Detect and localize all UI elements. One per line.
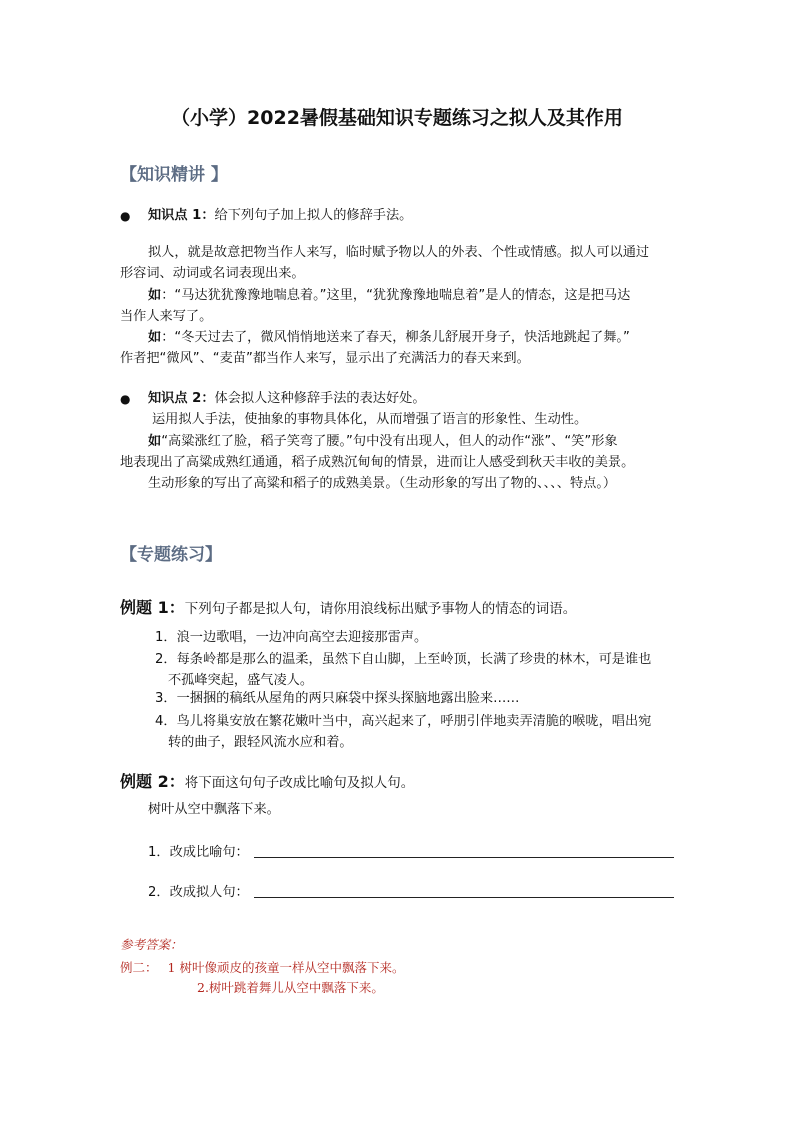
example-1-line1 bbox=[148, 286, 630, 306]
example-3-line1 bbox=[148, 432, 618, 452]
point1-text: 给下列句子加上拟人的修辞手法。 bbox=[214, 208, 413, 223]
point2-text: 体会拟人这种修辞手法的表达好处。 bbox=[214, 391, 426, 406]
knowledge-heading: 【知识精讲 】 bbox=[120, 165, 228, 185]
answers-heading: 参考答案： bbox=[120, 937, 183, 952]
q1-item-1: 1．浪一边歌唱，一边冲向高空去迎接那雷声。 bbox=[155, 630, 428, 645]
page-title: （小学）2022暑假基础知识专题练习之拟人及其作用 bbox=[171, 107, 623, 129]
example-2-line1 bbox=[148, 328, 630, 348]
example-prefix: 如 bbox=[148, 434, 162, 449]
example-prefix: 如 bbox=[148, 330, 162, 345]
question-2 bbox=[120, 769, 414, 792]
p2-line3: 生动形象的写出了高粱和稻子的成熟美景。（生动形象的写出了物的、、、、特点。） bbox=[148, 476, 617, 491]
point1-label: 知识点 1： bbox=[148, 208, 215, 223]
q1-item-2a: 2．每条岭都是那么的温柔，虽然下自山脚，上至岭顶，长满了珍贵的林木，可是谁也 bbox=[155, 652, 652, 667]
point2-label: 知识点 2： bbox=[148, 391, 215, 406]
answer-1-text: 1 树叶像顽皮的孩童一样从空中飘落下来。 bbox=[167, 960, 405, 975]
q2-blank-1-answer-line[interactable] bbox=[254, 857, 674, 858]
example-text: ：“冬天过去了，微风悄悄地送来了春天，柳条儿舒展开身子，快活地跳起了舞。” bbox=[161, 330, 630, 345]
q2-blank-2-answer-line[interactable] bbox=[254, 897, 674, 898]
knowledge-point-1 bbox=[148, 206, 412, 226]
example-text: “高粱涨红了脸，稻子笑弯了腰。”句中没有出现人，但人的动作“涨”、“笑”形象 bbox=[161, 434, 618, 449]
q2-blank-1-label: 1．改成比喻句： bbox=[148, 845, 249, 860]
example-1-line2: 当作人来写了。 bbox=[120, 309, 213, 324]
q1-item-2b: 不孤峰突起，盛气凌人。 bbox=[168, 673, 314, 688]
q2-blank-2-label: 2．改成拟人句： bbox=[148, 885, 249, 900]
practice-heading: 【专题练习】 bbox=[120, 545, 222, 565]
bullet-icon: ● bbox=[120, 392, 131, 406]
p2-line1: 运用拟人手法，使抽象的事物具体化，从而增强了语言的形象性、生动性。 bbox=[152, 412, 588, 427]
example-prefix: 如 bbox=[148, 288, 162, 303]
q1-item-4a: 4．鸟儿将巢安放在繁花嫩叶当中，高兴起来了，呼朋引伴地卖弄清脆的喉咙，唱出宛 bbox=[155, 714, 652, 729]
q1-item-3: 3．一捆捆的稿纸从屋角的两只麻袋中探头探脑地露出脸来…… bbox=[155, 691, 520, 706]
p1-line2: 形容词、动词或名词表现出来。 bbox=[120, 266, 305, 281]
example-2-line2: 作者把“微风”、“麦苗”都当作人来写，显示出了充满活力的春天来到。 bbox=[120, 351, 530, 366]
p1-line1: 拟人，就是故意把物当作人来写，临时赋予物以人的外表、个性或情感。拟人可以通过 bbox=[148, 245, 650, 260]
answer-label: 例二： bbox=[120, 960, 158, 975]
question-2-label: 例题 2： bbox=[120, 772, 185, 791]
question-1 bbox=[120, 595, 576, 618]
q2-sentence: 树叶从空中飘落下来。 bbox=[148, 802, 280, 817]
knowledge-point-2 bbox=[148, 389, 426, 409]
question-2-prompt: 将下面这句句子改成比喻句及拟人句。 bbox=[184, 775, 415, 791]
answer-2-text: 2.树叶跳着舞儿从空中飘落下来。 bbox=[197, 980, 384, 995]
question-1-prompt: 下列句子都是拟人句，请你用浪线标出赋予事物人的情态的词语。 bbox=[184, 601, 577, 617]
answer-1 bbox=[120, 958, 404, 976]
q1-item-4b: 转的曲子，跟轻风流水应和着。 bbox=[168, 735, 353, 750]
example-3-line2: 地表现出了高粱成熟红通通，稻子成熟沉甸甸的情景，进而让人感受到秋天丰收的美景。 bbox=[120, 455, 635, 470]
example-text: ：“马达犹犹豫豫地喘息着。”这里，“犹犹豫豫地喘息着”是人的情态，这是把马达 bbox=[161, 288, 631, 303]
question-1-label: 例题 1： bbox=[120, 598, 185, 617]
bullet-icon: ● bbox=[120, 209, 131, 223]
